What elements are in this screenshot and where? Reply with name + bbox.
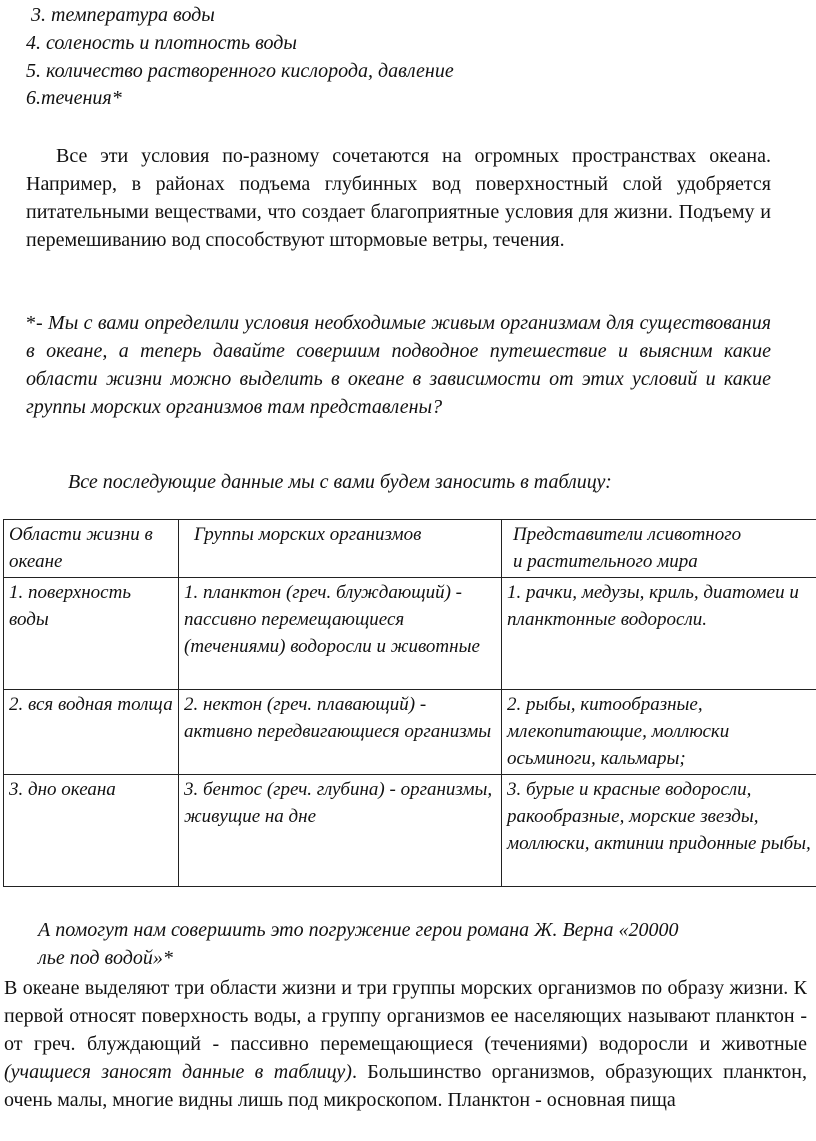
- table-cell: 3. бентос (греч. глубина) - организмы, живущие на дне: [179, 775, 502, 887]
- table-cell: 2. нектон (греч. плавающий) - активно передвигающиеся организмы: [179, 690, 502, 775]
- table-row: [4, 690, 816, 775]
- teacher-note: [26, 309, 771, 421]
- table-row: [4, 578, 816, 690]
- table-header-row: [4, 520, 816, 578]
- list-item-currents: 6.течения*: [26, 87, 122, 109]
- final-italic-remark: (учащиеся заносят данные в таблицу): [4, 1061, 352, 1083]
- list-item-oxygen: 5. количество растворенного кислорода, давление: [26, 60, 454, 82]
- table-cell: 3. бурые и красные водоросли, ракообразные, морские звезды, моллюски, актинии придонные рыбы,: [502, 775, 816, 887]
- closing-line-1: А помогут нам совершить это погружение герои романа Ж. Верна «20000: [38, 919, 679, 941]
- table-cell: 1. рачки, медузы, криль, диатомеи и планктонные водоросли.: [502, 578, 816, 690]
- note-marker: *-: [26, 312, 43, 334]
- list-item-temperature: 3. температура воды: [31, 4, 215, 26]
- table-cell: 2. рыбы, китообразные, млекопитающие, моллюски осьминоги, кальмары;: [502, 690, 816, 775]
- header-representatives: Представители лсивотного и растительного мира: [502, 520, 816, 578]
- paragraph-plankton: [4, 974, 807, 1114]
- header-zones: Области жизни в океане: [4, 520, 179, 578]
- closing-line-2: лье под водой»*: [38, 947, 173, 969]
- list-item-salinity: 4. соленость и плотность воды: [26, 32, 297, 54]
- note-text: Мы с вами определили условия необходимые живым организмам для существования в океане, а теперь давайте совершим подводное путешествие и выясним какие области жизни можно выделить в океане в зависимости от этих условий и какие группы морских организмов там представлены?: [26, 312, 772, 418]
- final-text-1: В океане выделяют три области жизни и три группы морских организмов по образу жизни. К первой относят поверхность воды, а группу организмов ее населяющих называют планктон - от греч. блуждающий - пассивно перемещающиеся (течениями) водоросли и животные: [4, 977, 807, 1055]
- table-cell: 1. планктон (греч. блуждающий) - пассивно перемещающиеся (течениями) водоросли и животные: [179, 578, 502, 690]
- table-cell: 2. вся водная толща: [4, 690, 179, 775]
- header-groups: Группы морских организмов: [179, 520, 502, 578]
- table-cell: 1. поверхность воды: [4, 578, 179, 690]
- paragraph-conditions: Все эти условия по-разному сочетаются на огромных пространствах океана. Например, в районах подъема глубинных вод поверхностный слой удобряется питательными веществами, что создает благоприятные условия для жизни. Подъему и перемешиванию вод способствуют штормовые ветры, течения.: [26, 145, 771, 251]
- life-zones-table: [3, 519, 816, 887]
- closing-remark: [30, 916, 770, 972]
- table-lead-text: Все последующие данные мы с вами будем заносить в таблицу:: [68, 471, 612, 493]
- final-text-2: . Большинство организмов, образующих планктон, очень малы, многие видны лишь под микроскопом. Планктон - основная пища: [4, 1061, 807, 1111]
- table-row: [4, 775, 816, 887]
- table-cell: 3. дно океана: [4, 775, 179, 887]
